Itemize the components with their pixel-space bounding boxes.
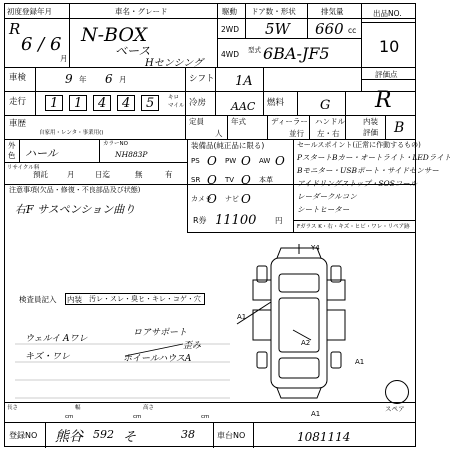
- exterior-value: ハール: [25, 147, 58, 160]
- equipment-mark: O: [207, 192, 217, 206]
- equipment-name: PS: [191, 157, 200, 165]
- interior-sub: 評価: [363, 128, 378, 137]
- glass-footer: Fガラス K・右・キズ・ヒビ・ワレ・リペア跡: [297, 224, 410, 230]
- inspection-year-unit: 年: [79, 75, 87, 84]
- recycle-label: リサイクル料: [7, 165, 40, 171]
- ac-value: AAC: [231, 100, 256, 113]
- deposit-month: 月: [67, 170, 75, 179]
- car-diagram: [233, 240, 373, 410]
- color-no-label: カラーNO: [103, 141, 128, 147]
- ac-label: 冷房: [189, 98, 207, 108]
- equipment-name: PW: [225, 157, 237, 165]
- sales-point-line: アイドリングストップ・SOSコール: [297, 179, 418, 188]
- row-divider: [5, 162, 187, 163]
- interior-value: B: [394, 120, 405, 136]
- col-divider: [307, 4, 308, 38]
- mileage-digit: 1: [74, 96, 83, 111]
- door-shape-label: ドア数・形状: [251, 7, 296, 16]
- inspector-label: 検査員記入: [19, 295, 57, 304]
- col-divider: [185, 67, 186, 139]
- inspection-year: 9: [65, 72, 73, 86]
- inspector-note-1: ウェルイ Aワレ: [25, 334, 88, 344]
- r-ticket-label: R券: [193, 216, 207, 225]
- equipment-mark: O: [241, 192, 251, 206]
- col-divider: [187, 139, 188, 232]
- chassis-value: 1081114: [297, 430, 351, 444]
- col-divider: [297, 91, 298, 115]
- displacement-label: 排気量: [321, 7, 344, 16]
- handle-label: ハンドル: [315, 117, 345, 126]
- equipment-name: SR: [191, 176, 201, 184]
- inspection-month-unit: 月: [119, 75, 127, 84]
- inspector-note-3: キズ・ワレ: [25, 352, 70, 362]
- grade-2: Hセンシング: [145, 58, 204, 69]
- r-ticket-unit: 円: [275, 216, 283, 225]
- mileage-unit-km: キロ: [168, 95, 180, 101]
- col-divider: [253, 422, 254, 448]
- sales-points-title: セールスポイント(正常に作動するもの): [297, 141, 421, 149]
- displacement-unit: cc: [348, 26, 357, 35]
- equipment-mark: O: [275, 154, 285, 168]
- model-type-label: 型式: [248, 46, 261, 54]
- col-divider: [309, 115, 310, 139]
- model-type-value: 6BA-JF5: [263, 44, 330, 63]
- width-label: 幅: [75, 405, 81, 411]
- dealer-sub: 並行: [289, 129, 304, 138]
- equipment-name: カメラ: [191, 195, 212, 203]
- deposit-present: 有: [165, 170, 173, 179]
- diagram-code-a2: A2: [301, 339, 311, 347]
- listing-no-label: 出品NO.: [373, 9, 402, 18]
- reg-kana: そ: [123, 430, 137, 445]
- equipment-mark: O: [241, 154, 251, 168]
- col-divider: [245, 4, 246, 38]
- row-divider: [187, 232, 415, 233]
- sales-point-line: シートヒーター: [297, 205, 350, 214]
- grade-1: ベース: [115, 44, 151, 58]
- equipment-title: 装備品(純正品に限る): [191, 141, 265, 150]
- door-value: 5W: [265, 20, 290, 38]
- capacity-unit: 人: [215, 129, 223, 138]
- model-grade-label: 車名・グレード: [115, 7, 168, 16]
- length-unit: cm: [65, 414, 74, 420]
- history-options: 自家用・レンタ・事業用(): [39, 130, 104, 136]
- equipment-name: AW: [259, 157, 271, 165]
- rating-inner-line: [361, 79, 415, 80]
- mileage-digit-box: [69, 95, 87, 111]
- inspection-label: 車検: [9, 73, 27, 83]
- mileage-digit: 1: [50, 96, 59, 111]
- dealer-label: ディーラー: [271, 117, 308, 126]
- equipment-name: ナビ: [225, 195, 239, 203]
- col-divider: [213, 422, 214, 448]
- col-divider: [99, 139, 100, 162]
- drive-label: 駆動: [222, 7, 237, 16]
- col-divider: [69, 4, 70, 67]
- header-inner-line: [217, 38, 361, 39]
- reg-number: 38: [181, 428, 195, 441]
- col-divider: [345, 91, 346, 139]
- header-inner-line: [361, 22, 415, 23]
- width-unit: cm: [133, 414, 142, 420]
- mileage-digit-box: [45, 95, 63, 111]
- reg-class: 592: [93, 428, 114, 441]
- row-divider: [5, 422, 415, 423]
- col-divider: [19, 139, 20, 162]
- shift-value: 1A: [235, 74, 253, 89]
- row-divider: [5, 91, 415, 92]
- spare-tire-icon: [385, 380, 409, 404]
- row-divider: [5, 139, 415, 140]
- row-divider: [5, 115, 415, 116]
- diagram-code-a1-left: A1: [237, 313, 247, 321]
- deposit-label: 預託: [33, 170, 48, 179]
- auction-sheet: [4, 3, 451, 447]
- first-reg-unit: 月: [60, 54, 68, 63]
- deposit-day: 日迄: [95, 170, 110, 179]
- first-reg-value-1: R: [9, 20, 21, 38]
- inspection-month: 6: [105, 72, 113, 86]
- fuel-value: G: [320, 98, 331, 113]
- first-reg-label: 初度登録年月: [7, 7, 52, 16]
- reg-area: 熊谷: [55, 429, 83, 445]
- displacement-value: 660: [315, 20, 344, 38]
- equipment-name: TV: [225, 176, 235, 184]
- col-divider: [217, 4, 218, 67]
- col-divider: [385, 115, 386, 139]
- inspector-note-5: ホイールハウスA: [123, 354, 192, 364]
- diagram-code-y4: Y4: [311, 244, 320, 252]
- col-divider: [215, 67, 216, 115]
- mileage-digit-box: [117, 95, 135, 111]
- fuel-label: 燃料: [267, 98, 285, 108]
- row-divider: [5, 18, 415, 19]
- mileage-digit-box: [141, 95, 159, 111]
- inspector-ruled-lines: [5, 304, 235, 402]
- r-ticket-value: 11100: [215, 213, 257, 228]
- equipment-mark: O: [241, 173, 251, 187]
- mileage-digit: 4: [122, 96, 131, 111]
- mileage-unit-mile: マイル: [168, 103, 185, 109]
- inspector-note-4: 歪み: [183, 341, 202, 351]
- model-name: N-BOX: [81, 24, 148, 46]
- col-divider: [227, 115, 228, 139]
- shift-label: シフト: [189, 74, 215, 84]
- diagram-code-a1-bottom: A1: [311, 410, 321, 418]
- sales-point-line: PスタートBカー・オートライト・LEDライト: [297, 153, 451, 162]
- col-divider: [263, 67, 264, 115]
- chassis-label: 車台NO: [217, 431, 246, 440]
- diagram-code-a1-right: A1: [355, 358, 365, 366]
- color-no-value: NH883P: [115, 150, 148, 159]
- col-divider: [267, 115, 268, 139]
- equipment-name: 本革: [259, 176, 273, 184]
- first-reg-value-2: 6 / 6: [21, 34, 62, 55]
- mileage-digit: 4: [98, 96, 107, 111]
- col-divider: [35, 67, 36, 115]
- mileage-digit: 5: [146, 96, 155, 111]
- height-unit: cm: [201, 414, 210, 420]
- interior-label: 内装: [363, 117, 378, 126]
- row-divider: [293, 220, 415, 221]
- sales-point-line: レーダークルコン: [297, 192, 357, 201]
- deposit-none: 無: [135, 170, 143, 179]
- inspector-note-2: ロアサポート: [133, 328, 188, 338]
- drive-4wd: 4WD: [221, 50, 239, 59]
- notes-label: 注意事項(欠品・修復・不良部品及び状態): [9, 186, 141, 194]
- mileage-label: 走行: [9, 97, 27, 107]
- exterior-label-1: 外: [8, 141, 16, 150]
- notes-text: 右F サスペンション曲り: [15, 203, 136, 216]
- height-label: 高さ: [143, 405, 155, 411]
- col-divider: [361, 4, 362, 91]
- sales-point-line: Bモニター・USBポート・サイドセンサー: [297, 166, 439, 175]
- handle-value: 左・右: [317, 129, 340, 138]
- reg-no-label: 登録NO: [9, 431, 38, 440]
- inspector-interior-list: 汚レ・スレ・臭ヒ・キレ・コゲ・穴: [89, 295, 201, 303]
- inspector-interior-label: 内装: [67, 295, 82, 304]
- col-divider: [45, 422, 46, 448]
- drive-2wd: 2WD: [221, 25, 239, 34]
- mileage-digit-box: [93, 95, 111, 111]
- spare-label: スペア: [385, 405, 405, 413]
- exterior-label-2: 色: [8, 151, 16, 160]
- history-label: 車歴: [9, 119, 27, 129]
- equipment-mark: O: [207, 173, 217, 187]
- capacity-label: 定員: [189, 117, 204, 126]
- model-year-label: 年式: [231, 117, 246, 126]
- col-divider: [293, 139, 294, 232]
- listing-no-value: 10: [379, 37, 400, 56]
- equipment-mark: O: [207, 154, 217, 168]
- length-label: 長さ: [7, 405, 19, 411]
- rating-label: 評価点: [375, 70, 398, 79]
- row-divider: [5, 67, 415, 68]
- rating-value: R: [375, 88, 392, 113]
